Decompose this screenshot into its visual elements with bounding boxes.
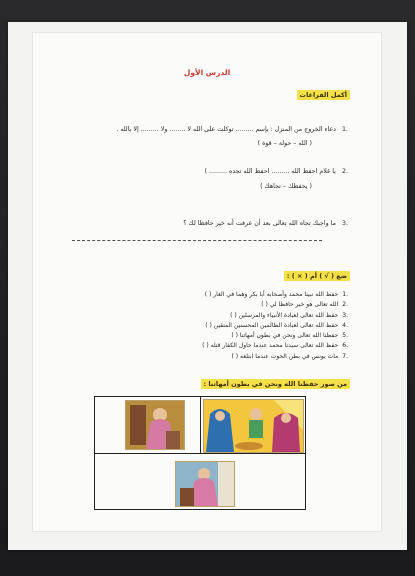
section-heading-fill-blanks: أكمل الفراغات [297,90,350,100]
pregnant-mother-image [175,461,235,507]
question-1 [48,126,348,133]
question-2 [48,168,348,175]
question-number: .2 [341,168,348,175]
statements-list [48,290,348,362]
image-grid [94,396,306,510]
question-text: يا غلام احفظ الله ......... احفظ الله تجده ......... ) [204,168,336,175]
mother-illustration-image [125,400,185,450]
question-number: .1 [341,126,348,133]
list-item: .3حفظ الله تعالى لعبادة الأنبياء والمرسلين ( ) [230,311,348,319]
list-item: .7مات يونس في بطن الحوت عندما ابتلعه ( ) [231,352,348,360]
list-item: .1حفظ الله نبينا محمد وأصحابه أبا بكر وهما في الغار ( ) [204,291,348,298]
list-item: .5حفظنا الله تعالى ونحن في بطون أمهاتنا ( ) [231,332,348,340]
list-item: .6حفظ الله تعالى سيدنا محمد عندما حاول الكفار قتله ( ) [202,342,348,350]
question-3 [48,220,348,227]
family-illustration-image [203,399,304,453]
question-2-options: ( يحفظك – تجاهك ) [260,183,312,190]
image-grid-divider [200,397,201,453]
question-text: دعاء الخروج من المنزل : بإسم ......... توكلت على الله لا ........ ولا ......... إلا بالله . [116,126,336,133]
worksheet [32,32,382,532]
lesson-title: الدرس الأول [183,68,231,77]
section-heading-images: من صور حفظنا الله ونحن في بطون أمهاتنا : [201,379,351,389]
section-heading-true-false: ضع ( √ ) أم ( × ) : [284,271,350,281]
list-item: .2الله تعالى هو خير حافظا لي ( ) [261,301,348,309]
question-1-options: ( الله – حولة – قوة ) [257,140,312,147]
list-item: .4حفظ الله تعالى لعبادة الظالمين المحسنين المتقين ( ) [205,321,348,329]
question-number: .3 [341,220,348,227]
answer-line [72,240,322,241]
question-text: ما واجبك تجاه الله تعالى بعد أن عرفت أنه خير حافظا لك ؟ [183,220,336,227]
paper [8,22,407,550]
